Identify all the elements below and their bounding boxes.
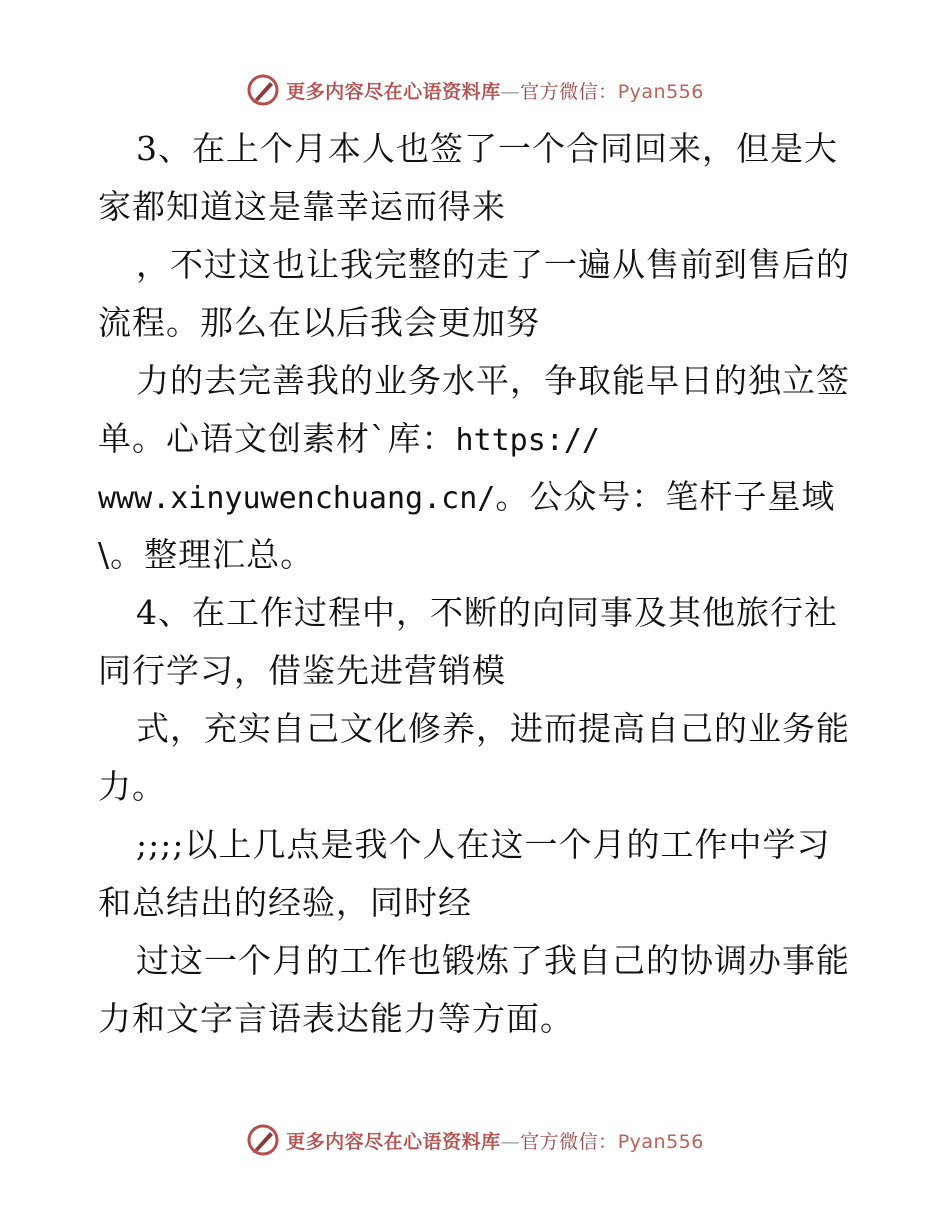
paragraph-text: 单。心语文创素材`库： [98, 419, 456, 458]
banner-text [286, 77, 704, 104]
paragraph-line [98, 468, 878, 526]
pen-logo-icon [246, 73, 280, 107]
banner-text [286, 1127, 704, 1154]
header-banner [0, 70, 950, 110]
paragraph-line: 力的去完善我的业务水平，争取能早日的独立签 [136, 361, 850, 400]
banner-wechat-id: Pyan556 [617, 1130, 704, 1153]
paragraph-line: \。整理汇总。 [98, 535, 315, 574]
banner-main-text: 更多内容尽在心语资料库 [286, 80, 501, 103]
banner-wechat-id: Pyan556 [617, 80, 704, 103]
paragraph-line: 4、在工作过程中，不断的向同事及其他旅行社 [136, 593, 838, 632]
paragraph-text: 。公众号：笔杆子星域 [495, 477, 836, 516]
paragraph-line: 过这一个月的工作也锻炼了我自己的协调办事能 [136, 941, 850, 980]
banner-wechat-label: 官方微信： [520, 1130, 618, 1153]
document-body [98, 120, 878, 1048]
banner-dash: — [500, 80, 521, 103]
paragraph-line: 式，充实自己文化修养，进而提高自己的业务能 [136, 709, 850, 748]
paragraph-line: 力。 [98, 767, 166, 806]
banner-dash: — [500, 1130, 521, 1153]
paragraph-line: ;;;;以上几点是我个人在这一个月的工作中学习 [136, 825, 831, 864]
banner-wechat-label: 官方微信： [520, 80, 618, 103]
url-text: www.xinyuwenchuang.cn/ [98, 481, 496, 516]
paragraph-line: 同行学习，借鉴先进营销模 [98, 651, 506, 690]
paragraph-line: 力和文字言语表达能力等方面。 [98, 999, 574, 1038]
paragraph-line: 和总结出的经验，同时经 [98, 883, 472, 922]
footer-banner [0, 1120, 950, 1160]
paragraph-line: 流程。那么在以后我会更加努 [98, 303, 540, 342]
paragraph-line: 家都知道这是靠幸运而得来 [98, 187, 506, 226]
banner-main-text: 更多内容尽在心语资料库 [286, 1130, 501, 1153]
url-text: https:// [455, 423, 600, 458]
paragraph-line [98, 410, 878, 468]
paragraph-line: ，不过这也让我完整的走了一遍从售前到售后的 [136, 245, 850, 284]
pen-logo-icon [246, 1123, 280, 1157]
paragraph-line: 3、在上个月本人也签了一个合同回来，但是大 [136, 129, 838, 168]
